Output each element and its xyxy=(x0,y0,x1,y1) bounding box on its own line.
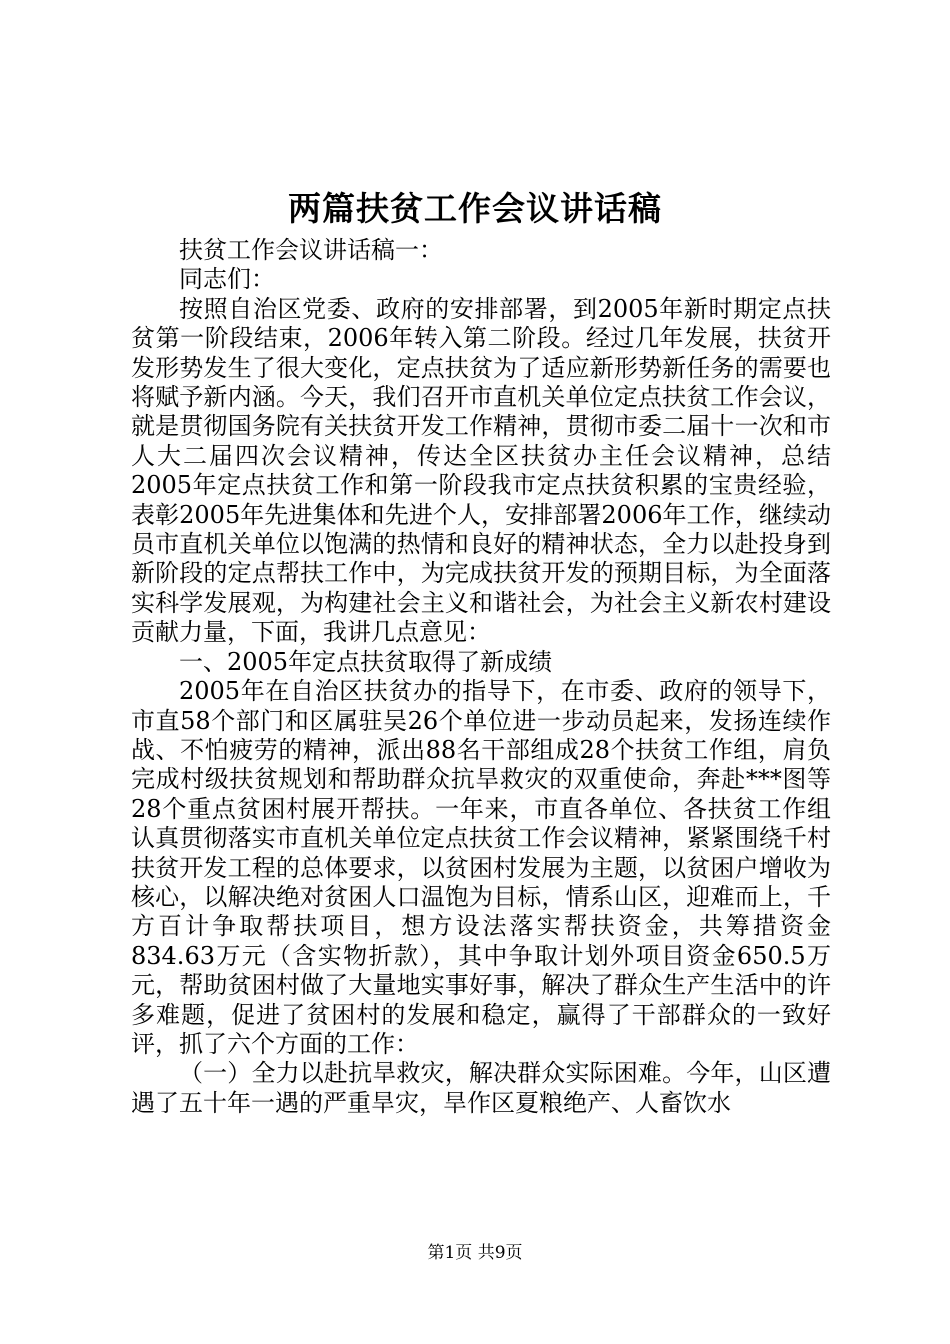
paragraph-subsection-one: （一）全力以赴抗旱救灾，解决群众实际困难。今年，山区遭遇了五十年一遇的严重旱灾，旱作区夏粮绝产、人畜饮水 xyxy=(131,1059,831,1117)
section-heading-one: 一、2005年定点扶贫取得了新成绩 xyxy=(179,647,553,676)
paragraph-heading-speech-one: 扶贫工作会议讲话稿一： xyxy=(179,236,443,264)
document-title: 两篇扶贫工作会议讲话稿 xyxy=(288,189,662,228)
paragraph-achievements: 2005年在自治区扶贫办的指导下，在市委、政府的领导下，市直58个部门和区属驻吴26个单位进一步动员起来，发扬连续作战、不怕疲劳的精神，派出88名干部组成28个扶贫工作组，肩负完成村级扶贫规划和帮助群众抗旱救灾的双重使命，奔赴***图等28个重点贫困村展开帮扶。一年来，市直各单位、各扶贫工作组认真贯彻落实市直机关单位定点扶贫工作会议精神，紧紧围绕千村扶贫开发工程的总体要求，以贫困村发展为主题，以贫困户增收为核心，以解决绝对贫困人口温饱为目标，情系山区，迎难而上，千方百计争取帮扶项目，想方设法落实帮扶资金，共筹措资金834.63万元（含实物折款），其中争取计划外项目资金650.5万元，帮助贫困村做了大量地实事好事，解决了群众生产生活中的许多难题，促进了贫困村的发展和稳定，赢得了干部群众的一致好评，抓了六个方面的工作： xyxy=(131,677,831,1058)
paragraph-salutation: 同志们： xyxy=(179,265,275,294)
paragraph-introduction: 按照自治区党委、政府的安排部署，到2005年新时期定点扶贫第一阶段结束，2006年转入第二阶段。经过几年发展，扶贫开发形势发生了很大变化，定点扶贫为了适应新形势新任务的需要也将赋予新内涵。今天，我们召开市直机关单位定点扶贫工作会议，就是贯彻国务院有关扶贫开发工作精神，贯彻市委二届十一次和市人大二届四次会议精神，传达全区扶贫办主任会议精神，总结2005年定点扶贫工作和第一阶段我市定点扶贫积累的宝贵经验，表彰2005年先进集体和先进个人，安排部署2006年工作，继续动员市直机关单位以饱满的热情和良好的精神状态，全力以赴投身到新阶段的定点帮扶工作中，为完成扶贫开发的预期目标，为全面落实科学发展观，为构建社会主义和谐社会，为社会主义新农村建设贡献力量，下面，我讲几点意见： xyxy=(131,294,831,647)
page-number-footer: 第1页 共9页 xyxy=(427,1243,523,1263)
document-body xyxy=(131,236,831,1118)
